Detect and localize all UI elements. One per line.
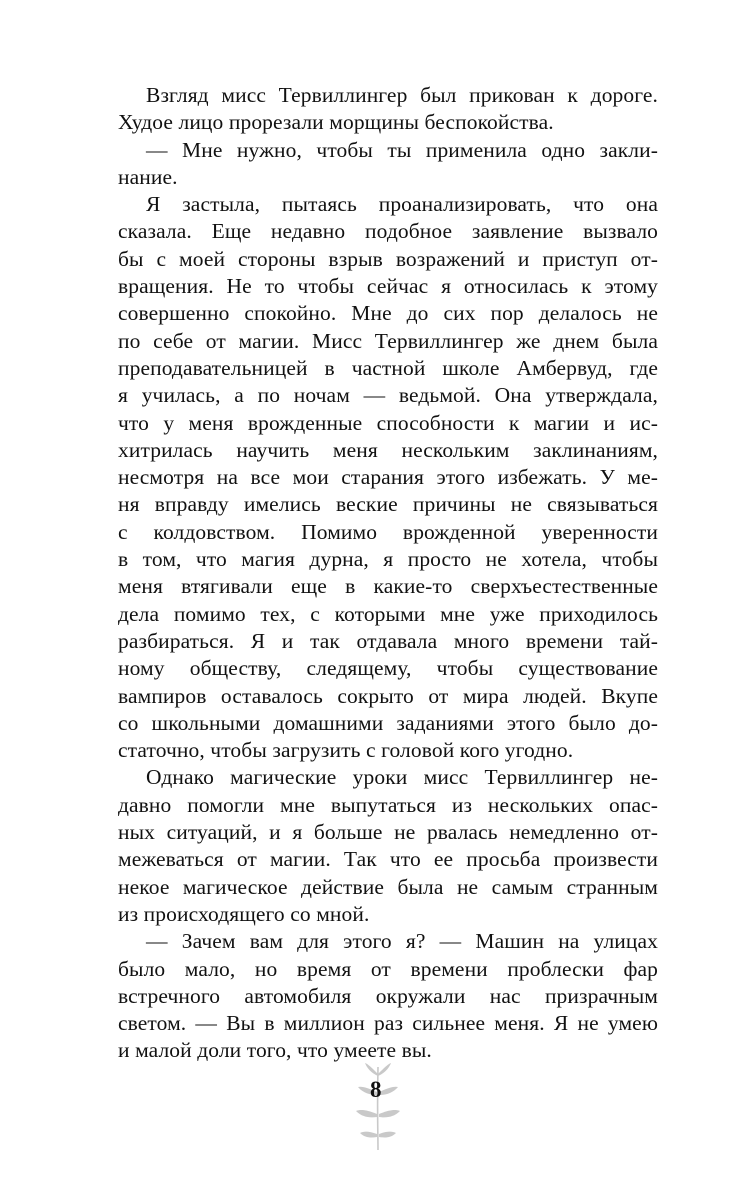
text-line: совершенно спокойно. Мне до сих пор делалось не: [118, 301, 658, 326]
text-line: преподавательницей в частной школе Амбервуд, где: [118, 355, 658, 380]
text-line: ных ситуаций, и я больше не рвалась немедленно от-: [118, 820, 658, 845]
paragraph: [118, 928, 658, 1064]
page-footer: [348, 1062, 408, 1152]
text-line: светом. — Вы в миллион раз сильнее меня. Я не умею: [118, 1011, 658, 1036]
paragraph: [118, 137, 658, 192]
text-line: нание.: [118, 164, 178, 189]
page-body: [118, 82, 658, 1065]
paragraph: [118, 764, 658, 928]
text-line: несмотря на все мои старания этого избежать. У ме-: [118, 465, 658, 490]
paragraph: [118, 191, 658, 764]
text-line: меня втягивали еще в какие-то сверхъестественные: [118, 574, 658, 599]
paragraph: [118, 82, 658, 137]
text-line: со школьными домашними заданиями этого было до-: [118, 710, 658, 735]
text-line: давно помогли мне выпутаться из нескольких опас-: [118, 792, 658, 817]
text-line: хитрилась научить меня нескольким заклинаниям,: [118, 437, 658, 462]
text-line: ня вправду имелись веские причины не связываться: [118, 492, 658, 517]
text-line: и малой доли того, что умеете вы.: [118, 1038, 432, 1063]
text-line: вампиров оставалось сокрыто от мира людей. Вкупе: [118, 683, 658, 708]
text-line: — Зачем вам для этого я? — Машин на улицах: [146, 929, 658, 954]
text-line: я училась, а по ночам — ведьмой. Она утверждала,: [118, 383, 658, 408]
text-line: Худое лицо прорезали морщины беспокойства.: [118, 110, 554, 135]
text-line: некое магическое действие была не самым странным: [118, 874, 658, 899]
text-line: ному обществу, следящему, чтобы существование: [118, 656, 658, 681]
text-line: межеваться от магии. Так что ее просьба произвести: [118, 847, 658, 872]
text-line: вращения. Не то чтобы сейчас я относилась к этому: [118, 274, 658, 299]
text-line: сказала. Еще недавно подобное заявление вызвало: [118, 219, 658, 244]
text-line: что у меня врожденные способности к магии и ис-: [118, 410, 658, 435]
text-line: было мало, но время от времени проблески фар: [118, 956, 658, 981]
page-number: 8: [370, 1077, 382, 1102]
text-line: дела помимо тех, с которыми мне уже приходилось: [118, 601, 658, 626]
text-line: в том, что магия дурна, я просто не хотела, чтобы: [118, 547, 658, 572]
text-line: разбираться. Я и так отдавала много времени тай-: [118, 628, 658, 653]
leaf-ornament-icon: [348, 1062, 408, 1152]
text-line: из происходящего со мной.: [118, 901, 370, 926]
text-line: Взгляд мисс Тервиллингер был прикован к дороге.: [146, 83, 658, 107]
text-line: Однако магические уроки мисс Тервиллингер не-: [146, 765, 658, 790]
text-line: Я застыла, пытаясь проанализировать, что она: [146, 192, 658, 217]
text-line: — Мне нужно, чтобы ты применила одно закли-: [146, 137, 658, 162]
text-line: по себе от магии. Мисс Тервиллингер же днем была: [118, 328, 658, 353]
text-line: бы с моей стороны взрыв возражений и приступ от-: [118, 246, 658, 271]
text-line: встречного автомобиля окружали нас призрачным: [118, 983, 658, 1008]
text-line: статочно, чтобы загрузить с головой кого угодно.: [118, 738, 574, 763]
text-line: с колдовством. Помимо врожденной уверенности: [118, 519, 658, 544]
